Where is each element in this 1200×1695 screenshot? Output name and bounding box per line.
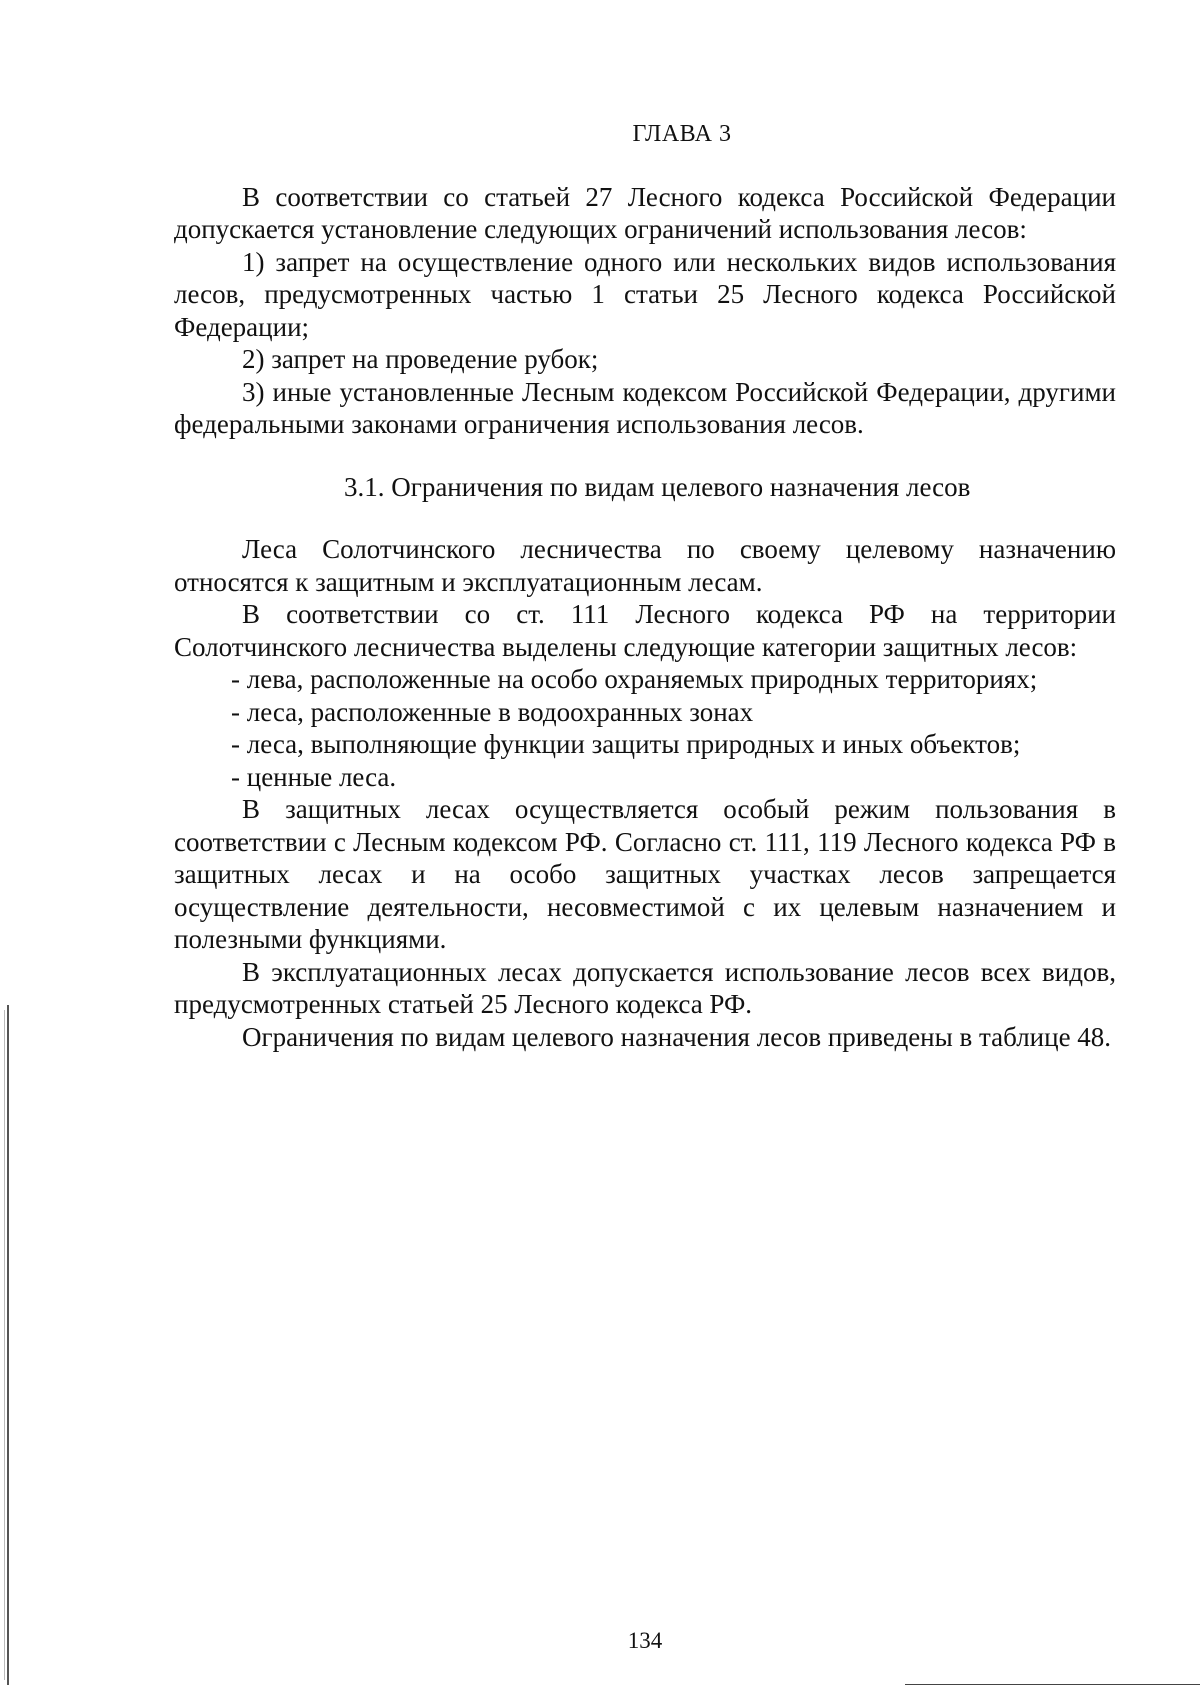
section-title: 3.1. Ограничения по видам целевого назначения лесов [344,471,971,502]
section-paragraph-2: В соответствии со ст. 111 Лесного кодекса РФ на территории Солотчинского лесничества выделены следующие категории защитных лесов: [174,599,1116,662]
page-body [174,118,1116,1053]
section-paragraph-4: В эксплуатационных лесах допускается использование лесов всех видов, предусмотренных статьей 25 Лесного кодекса РФ. [174,956,1116,1019]
scan-edge-line [7,1005,9,1685]
scan-edge-faint [4,1010,5,1680]
restriction-item-2: 2) запрет на проведение рубок; [242,344,599,374]
page-number: 134 [627,1628,663,1653]
section-paragraph-1: Леса Солотчинского лесничества по своему целевому назначению относятся к защитным и эксплуатационным лесам. [174,534,1116,597]
category-item-4: - ценные леса. [231,761,397,792]
section-paragraph-3: В защитных лесах осуществляется особый режим пользования в соответствии с Лесным кодексом РФ. Согласно ст. 111, 119 Лесного кодекса РФ в защитных лесах и на особо защитных участках лесов запрещается осуществление деятельности, несовместимой с их целевым назначением и полезными функциями. [174,794,1116,954]
chapter-title: ГЛАВА 3 [632,121,732,147]
section-paragraph-5: Ограничения по видам целевого назначения лесов приведены в таблице 48. [242,1021,1112,1052]
category-item-1: - лева, расположенные на особо охраняемых природных территориях; [231,664,1038,694]
intro-paragraph: В соответствии со статьей 27 Лесного кодекса Российской Федерации допускается установление следующих ограничений использования лесов: [174,181,1116,244]
category-item-3: - леса, выполняющие функции защиты природных и иных объектов; [231,729,1021,759]
bottom-rule [905,1684,1200,1685]
restriction-item-3: 3) иные установленные Лесным кодексом Российской Федерации, другими федеральными законами ограничения использования лесов. [174,376,1116,439]
restriction-item-1: 1) запрет на осуществление одного или нескольких видов использования лесов, предусмотренных частью 1 статьи 25 Лесного кодекса Российской Федерации; [174,246,1116,342]
category-item-2: - леса, расположенные в водоохранных зонах [231,696,754,727]
